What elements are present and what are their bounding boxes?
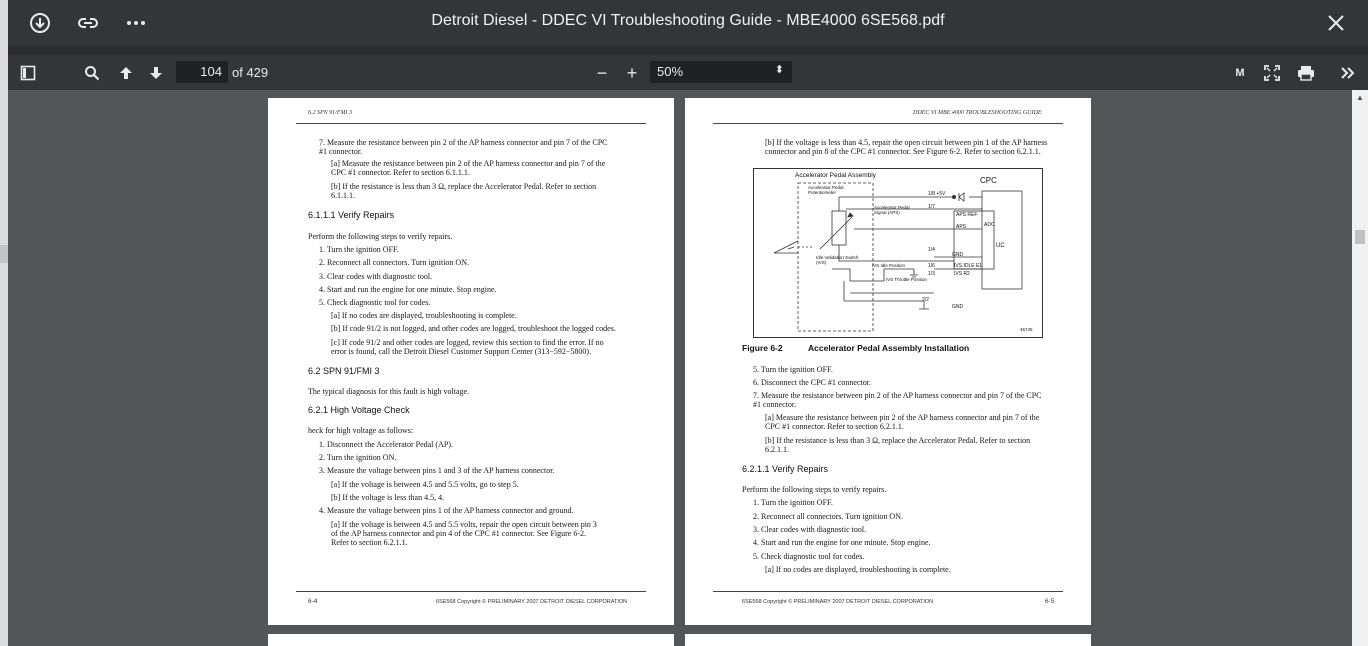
body-line: 6. Disconnect the CPC #1 connector. [753, 378, 871, 387]
zoom-select[interactable] [650, 61, 792, 83]
body-line: CPC #1 connector. Refer to section 6.2.1.1. [765, 422, 904, 431]
body-line: 3. Measure the voltage between pins 1 and 3 of the AP harness connector. [319, 466, 555, 475]
copyright-footer: 6SE568 Copyright © PRELIMINARY 2007 DETROIT DIESEL CORPORATION [742, 599, 934, 605]
section-heading: 6.2 SPN 91/FMI 3 [308, 366, 380, 376]
body-line: [a] If no codes are displayed, troubleshooting is complete. [765, 565, 951, 574]
pin-label: 1/3 [928, 271, 935, 277]
body-line: 6.2.1.1. [765, 445, 789, 454]
figure-wiring-diagram [753, 168, 1043, 338]
figure-label: Accelerator Pedal Signal (APS) [874, 205, 910, 215]
previous-page-icon[interactable] [116, 63, 136, 83]
body-line: [b] If the voltage is less than 4.5, repair the open circuit between pin 1 of the AP harness [765, 138, 1048, 147]
body-line: Perform the following steps to verify repairs. [742, 485, 887, 494]
header-rule [713, 123, 1063, 124]
body-line: 1. Turn the ignition OFF. [319, 245, 399, 254]
next-page-right-stub [685, 634, 1091, 646]
section-heading: 6.2.1.1 Verify Repairs [742, 464, 829, 474]
zoom-out-button[interactable]: − [596, 62, 608, 83]
section-heading: 6.1.1.1 Verify Repairs [308, 210, 395, 220]
figure-label: IVS Throttle Position [886, 277, 927, 282]
document-title: Detroit Diesel - DDEC VI Troubleshooting Guide - MBE4000 6SE568.pdf [431, 12, 945, 29]
figure-caption-number: Figure 6-2 [742, 343, 783, 353]
section-heading: 6.2.1 High Voltage Check [308, 405, 410, 415]
page-total-label: of 429 [232, 65, 269, 80]
body-line: [b] If the resistance is less than 3 Ω, replace the Accelerator Pedal. Refer to section [765, 436, 1031, 445]
sidebar-toggle-icon[interactable] [18, 63, 38, 83]
pdf-toolbar [8, 55, 1368, 90]
body-line: 5. Check diagnostic tool for codes. [319, 298, 431, 307]
scroll-up-icon[interactable]: ▲ [1356, 93, 1364, 102]
title-bar [8, 0, 1368, 46]
zoom-in-button[interactable]: + [626, 62, 638, 83]
body-line: [a] Measure the resistance between pin 2 of the AP harness connector and pin 7 of the [765, 413, 1040, 422]
figure-caption-text: Accelerator Pedal Assembly Installation [808, 343, 970, 353]
body-line: [a] Measure the resistance between pin 2 of the AP harness connector and pin 7 of the [331, 159, 606, 168]
header-rule [296, 123, 646, 124]
body-line: connector and pin 8 of the CPC #1 connector. See Figure 6-2. Refer to section 6.2.1.1. [765, 147, 1041, 156]
figure-label: CPC [980, 176, 997, 185]
body-line: 1. Turn the ignition OFF. [753, 498, 833, 507]
body-line: 4. Start and run the engine for one minute. Stop engine. [753, 538, 931, 547]
body-line: 3. Clear codes with diagnostic tool. [753, 525, 867, 534]
figure-label: APS REF [956, 212, 978, 218]
vertical-scrollbar[interactable] [1352, 90, 1368, 646]
figure-number: 46745 [1020, 327, 1033, 332]
print-icon[interactable] [1296, 63, 1316, 83]
body-line: 2. Turn the ignition ON. [319, 453, 397, 462]
pin-label: 1/7 [928, 204, 935, 210]
titlebar-separator [8, 46, 1368, 55]
body-line: 5. Check diagnostic tool for codes. [753, 552, 865, 561]
figure-label: IVS IDLE E1 [954, 263, 983, 269]
body-line: error is found, call the Detroit Diesel Customer Support Center (313−592−5800). [331, 347, 592, 356]
scrollbar-thumb[interactable] [1355, 230, 1365, 244]
body-line: 1. Disconnect the Accelerator Pedal (AP). [319, 440, 453, 449]
more-tools-icon[interactable] [1338, 63, 1358, 83]
next-page-left-stub [268, 634, 674, 646]
figure-label: Idle Validation Switch (IVS) [816, 255, 859, 265]
body-line: 3. Clear codes with diagnostic tool. [319, 272, 433, 281]
figure-label: GND [952, 304, 964, 310]
zoom-value: 50% [657, 64, 684, 79]
body-line: [b] If code 91/2 is not logged, and other codes are logged, troubleshoot the logged codes. [331, 324, 616, 333]
pin-label: 1/4 [928, 247, 935, 253]
left-edge-handle[interactable] [0, 245, 8, 263]
figure-label: Accelerator Pedal Assembly [795, 172, 876, 179]
body-line: #1 connector. [319, 147, 363, 156]
body-line: heck for high voltage as follows: [308, 426, 414, 435]
pdf-page-right [685, 98, 1091, 625]
body-line: 5. Turn the ignition OFF. [753, 365, 833, 374]
copyright-footer: 6SE568 Copyright © PRELIMINARY 2007 DETROIT DIESEL CORPORATION [436, 599, 628, 605]
wiring-diagram [754, 169, 1042, 337]
body-line: 2. Reconnect all connectors. Turn ignition ON. [753, 512, 903, 521]
page-number-input[interactable]: 104 [176, 61, 228, 83]
figure-label: GND [952, 252, 964, 258]
page-number: 6-5 [1045, 598, 1055, 605]
body-line: #1 connector. [753, 400, 797, 409]
pin-label: 2/2 [922, 297, 929, 303]
body-line: 7. Measure the resistance between pin 2 of the AP harness connector and pin 7 of the CPC [753, 391, 1042, 400]
page-header: 6.2 SPN 91/FMI 3 [308, 110, 352, 116]
figure-label: Accelerator Pedal Potentiometer [808, 185, 844, 195]
body-line: 6.1.1.1. [331, 191, 355, 200]
body-line: Perform the following steps to verify repairs. [308, 232, 453, 241]
body-line: [b] If the resistance is less than 3 Ω, replace the Accelerator Pedal. Refer to section [331, 182, 597, 191]
figure-label: APS [956, 224, 967, 230]
close-icon[interactable] [1324, 11, 1348, 35]
body-line: [a] If the voltage is between 4.5 and 5.5 volts, go to step 5. [331, 480, 519, 489]
next-page-icon[interactable] [146, 63, 166, 83]
fullscreen-icon[interactable] [1262, 63, 1282, 83]
left-window-edge [0, 0, 8, 646]
search-icon[interactable] [82, 63, 102, 83]
body-line: 7. Measure the resistance between pin 2 of the AP harness connector and pin 7 of the CPC [319, 138, 608, 147]
pdf-page-left [268, 98, 674, 625]
body-line: CPC #1 connector. Refer to section 6.1.1.1. [331, 168, 470, 177]
body-line: Refer to section 6.2.1.1. [331, 538, 408, 547]
body-line: [c] If code 91/2 and other codes are logged, review this section to find the error. If no [331, 338, 604, 347]
body-line: of the AP harness connector and pin 4 of the CPC #1 connector. See Figure 6-2. [331, 529, 586, 538]
footer-rule [296, 591, 646, 592]
figure-label: ADC [984, 222, 995, 228]
body-line: [b] If the voltage is less than 4.5, 4. [331, 493, 445, 502]
pin-label: 1/8 +5V [928, 191, 946, 197]
body-line: The typical diagnosis for this fault is high voltage. [308, 387, 470, 396]
body-line: 2. Reconnect all connectors. Turn ignition ON. [319, 258, 469, 267]
figure-label: UC [996, 243, 1005, 249]
body-line: 4. Measure the voltage between pins 1 of the AP harness connector and ground. [319, 506, 574, 515]
page-number: 6-4 [308, 598, 318, 605]
caret-icon: ⬍ [774, 64, 784, 76]
pin-label: 1/6 [928, 263, 935, 269]
page-header: DDEC VI MBE 4000 TROUBLESHOOTING GUIDE [913, 110, 1042, 116]
figure-label: IVS Idle Position [872, 263, 906, 268]
figure-label: IVS R2 [954, 271, 970, 277]
body-line: [a] If the voltage is between 4.5 and 5.5 volts, repair the open circuit between pin 3 [331, 520, 597, 529]
body-line: 4. Start and run the engine for one minute. Stop engine. [319, 285, 497, 294]
footer-rule [713, 591, 1063, 592]
body-line: [a] If no codes are displayed, troubleshooting is complete. [331, 311, 517, 320]
markup-button[interactable]: M [1235, 67, 1245, 79]
